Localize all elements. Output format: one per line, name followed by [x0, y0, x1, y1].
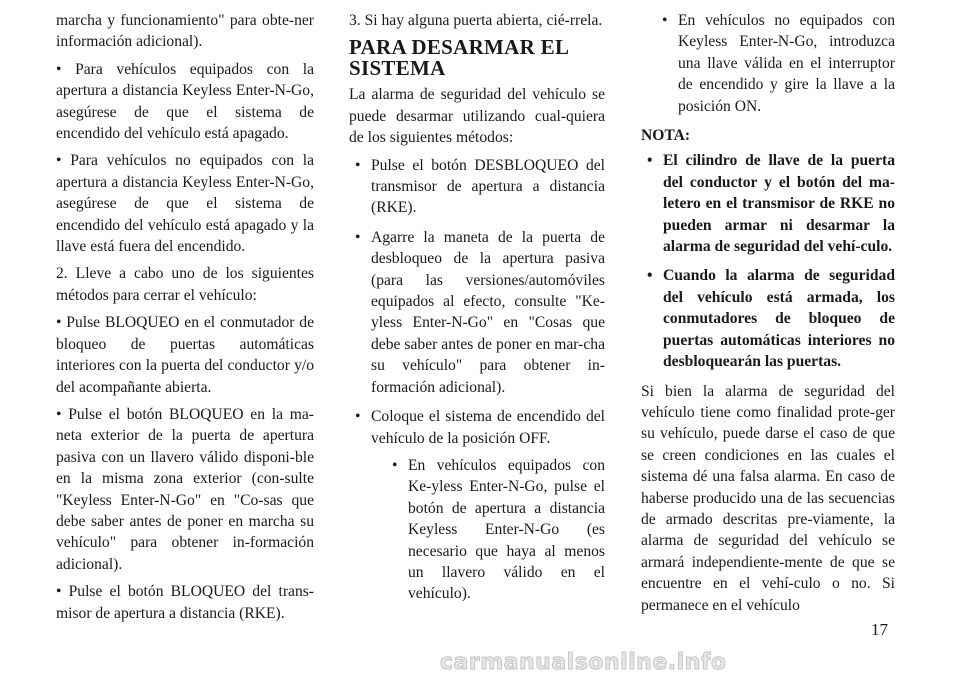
- list-item-text: Coloque el sistema de encendido del vehículo de la posición OFF.: [371, 408, 605, 447]
- sub-list-item: • En vehículos no equipados con Keyless Enter-N-Go, introduzca una llave válida en el interruptor de encendido y gire la llave a la posición ON.: [656, 10, 895, 117]
- page-number: 17: [871, 620, 888, 639]
- list-item: • Agarre la maneta de la puerta de desbloqueo de la apertura pasiva (para las versiones/automóviles equipados al efecto, consulte "Ke-yless Enter-N-Go" en "Cosas que debe saber antes de poner en mar-cha su vehículo" para obtener in-formación adicional).: [349, 227, 605, 398]
- sub-list: [386, 455, 605, 605]
- paragraph-keyless-equipped: • Para vehículos equipados con la apertura a distancia Keyless Enter-N-Go, asegúrese de que el sistema de encendido del vehículo está apagado.: [56, 60, 314, 143]
- heading-line-2: SISTEMA: [349, 56, 446, 81]
- note-label: NOTA:: [641, 127, 691, 145]
- paragraph-false-alarm: Si bien la alarma de seguridad del vehículo tiene como finalidad prote-ger su vehículo, puede darse el caso de que se creen condiciones en las cuales el sistema dé una falsa alarma. En caso de haberse producido una de las secuencias de armado descritas pre-viamente, la alarma de seguridad del vehículo se armará independiente-mente de que se encuentre en el vehí-culo o no. Si permanece en el vehículo: [641, 382, 895, 614]
- note-item: • El cilindro de llave de la puerta del conductor y el botón del ma-letero en el transmisor de RKE no pueden armar ni desarmar la alarma de seguridad del vehí-culo.: [641, 150, 895, 257]
- paragraph-lock-rke: • Pulse el botón BLOQUEO del trans-misor de apertura a distancia (RKE).: [56, 583, 314, 622]
- note-list: [641, 150, 895, 372]
- paragraph-intro: La alarma de seguridad del vehículo se puede desarmar utilizando cual-quiera de los siguientes métodos:: [349, 86, 605, 147]
- note-item: • Cuando la alarma de seguridad del vehículo está armada, los conmutadores de bloqueo de puertas automáticas interiores no desbloquearán las puertas.: [641, 265, 895, 372]
- sub-list-continued: [656, 10, 895, 117]
- watermark: carmanualsonline.info: [440, 650, 727, 675]
- list-item: • Pulse el botón DESBLOQUEO del transmisor de apertura a distancia (RKE).: [349, 155, 605, 219]
- sub-list-item: • En vehículos equipados con Ke-yless Enter-N-Go, pulse el botón de apertura a distancia Keyless Enter-N-Go (es necesario que haya al menos un llavero válido en el vehículo).: [386, 455, 605, 605]
- paragraph-continuation: marcha y funcionamiento" para obte-ner información adicional).: [56, 12, 314, 51]
- paragraph-keyless-not-equipped: • Para vehículos no equipados con la apertura a distancia Keyless Enter-N-Go, asegúrese de que el sistema de encendido del vehículo está apagado y la llave está fuera del encendido.: [56, 152, 314, 256]
- paragraph-lock-switch: • Pulse BLOQUEO en el conmutador de bloqueo de puertas automáticas interiores con la puerta del conductor y/o del acompañante abierta.: [56, 314, 314, 396]
- paragraph-lock-handle: • Pulse el botón BLOQUEO en la ma-neta exterior de la puerta de apertura pasiva con un llavero válido disponi-ble en la misma zona exterior (con-sulte "Keyless Enter-N-Go" en "Co-sas que debe saber antes de poner en marcha su vehículo" para obtener in-formación adicional).: [56, 405, 314, 573]
- column-right: [641, 10, 895, 622]
- disarm-methods-list: [349, 155, 605, 605]
- column-middle: [349, 10, 605, 613]
- paragraph-step-3: 3. Si hay alguna puerta abierta, cié-rrela.: [349, 12, 603, 29]
- list-item: [349, 406, 605, 605]
- column-left: [56, 10, 314, 630]
- paragraph-step-2: 2. Lleve a cabo uno de los siguientes métodos para cerrar el vehículo:: [56, 265, 314, 304]
- heading-line-1: PARA DESARMAR EL: [349, 35, 570, 60]
- section-heading: [349, 37, 605, 79]
